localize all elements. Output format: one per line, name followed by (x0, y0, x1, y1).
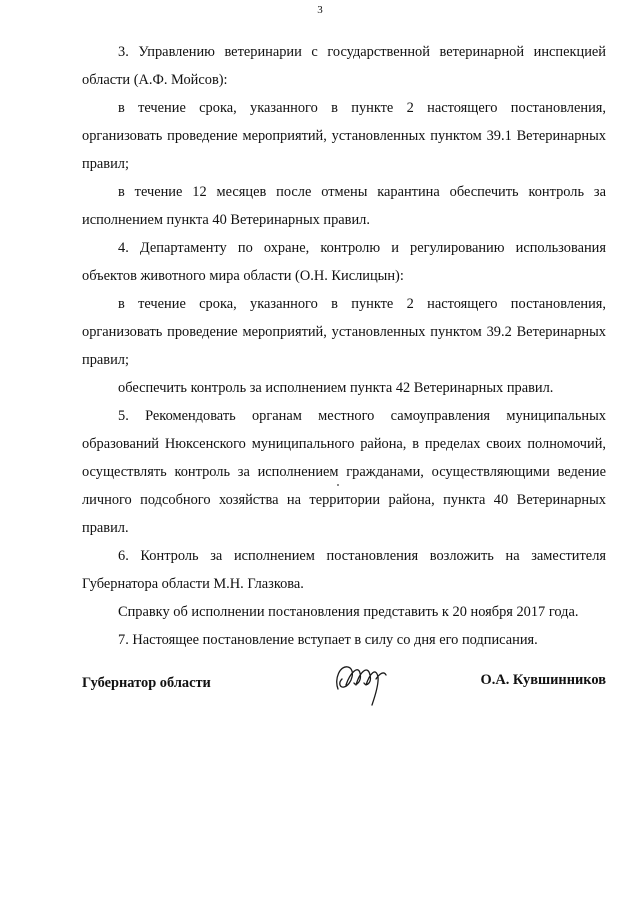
paragraph-item-6: 6. Контроль за исполнением постановления возложить на заместителя Губернатора области М.Н. Глазкова. (82, 548, 606, 592)
paragraph-item-3: 3. Управлению ветеринарии с государственной ветеринарной инспекцией области (А.Ф. Мойсов): (82, 44, 606, 88)
signature-block (82, 655, 606, 711)
document-body (82, 38, 606, 654)
page-number: 3 (317, 4, 323, 16)
paragraph-item-3-control-40: в течение 12 месяцев после отмены карантина обеспечить контроль за исполнением пункта 40 Ветеринарных правил. (82, 184, 606, 228)
paragraph-item-4-control-42: обеспечить контроль за исполнением пункта 42 Ветеринарных правил. (118, 380, 554, 396)
paragraph-item-4-deadline-39-2: в течение срока, указанного в пункте 2 настоящего постановления, организовать проведение мероприятий, установленных пунктом 39.2 Ветеринарных правил; (82, 296, 606, 368)
paragraph-item-5: 5. Рекомендовать органам местного самоуправления муниципальных образований Нюксенского муниципального района, в пределах своих полномочий, осуществлять контроль за исполнением гражданами, осуществляющими ведение личного подсобного хозяйства на территории района, пункта 40 Ветеринарных правил. (82, 408, 606, 536)
handwritten-signature (332, 655, 390, 707)
signatory-title: Губернатор области (82, 675, 211, 691)
paragraph-item-3-deadline-39-1: в течение срока, указанного в пункте 2 настоящего постановления, организовать проведение мероприятий, установленных пунктом 39.1 Ветеринарных правил; (82, 100, 606, 172)
signatory-name: О.А. Кувшинников (480, 672, 606, 688)
scan-speck (337, 484, 339, 486)
paragraph-item-4: 4. Департаменту по охране, контролю и регулированию использования объектов животного мира области (О.Н. Кислицын): (82, 240, 606, 284)
paragraph-item-7: 7. Настоящее постановление вступает в силу со дня его подписания. (118, 632, 538, 648)
paragraph-report-deadline: Справку об исполнении постановления представить к 20 ноября 2017 года. (118, 604, 579, 620)
